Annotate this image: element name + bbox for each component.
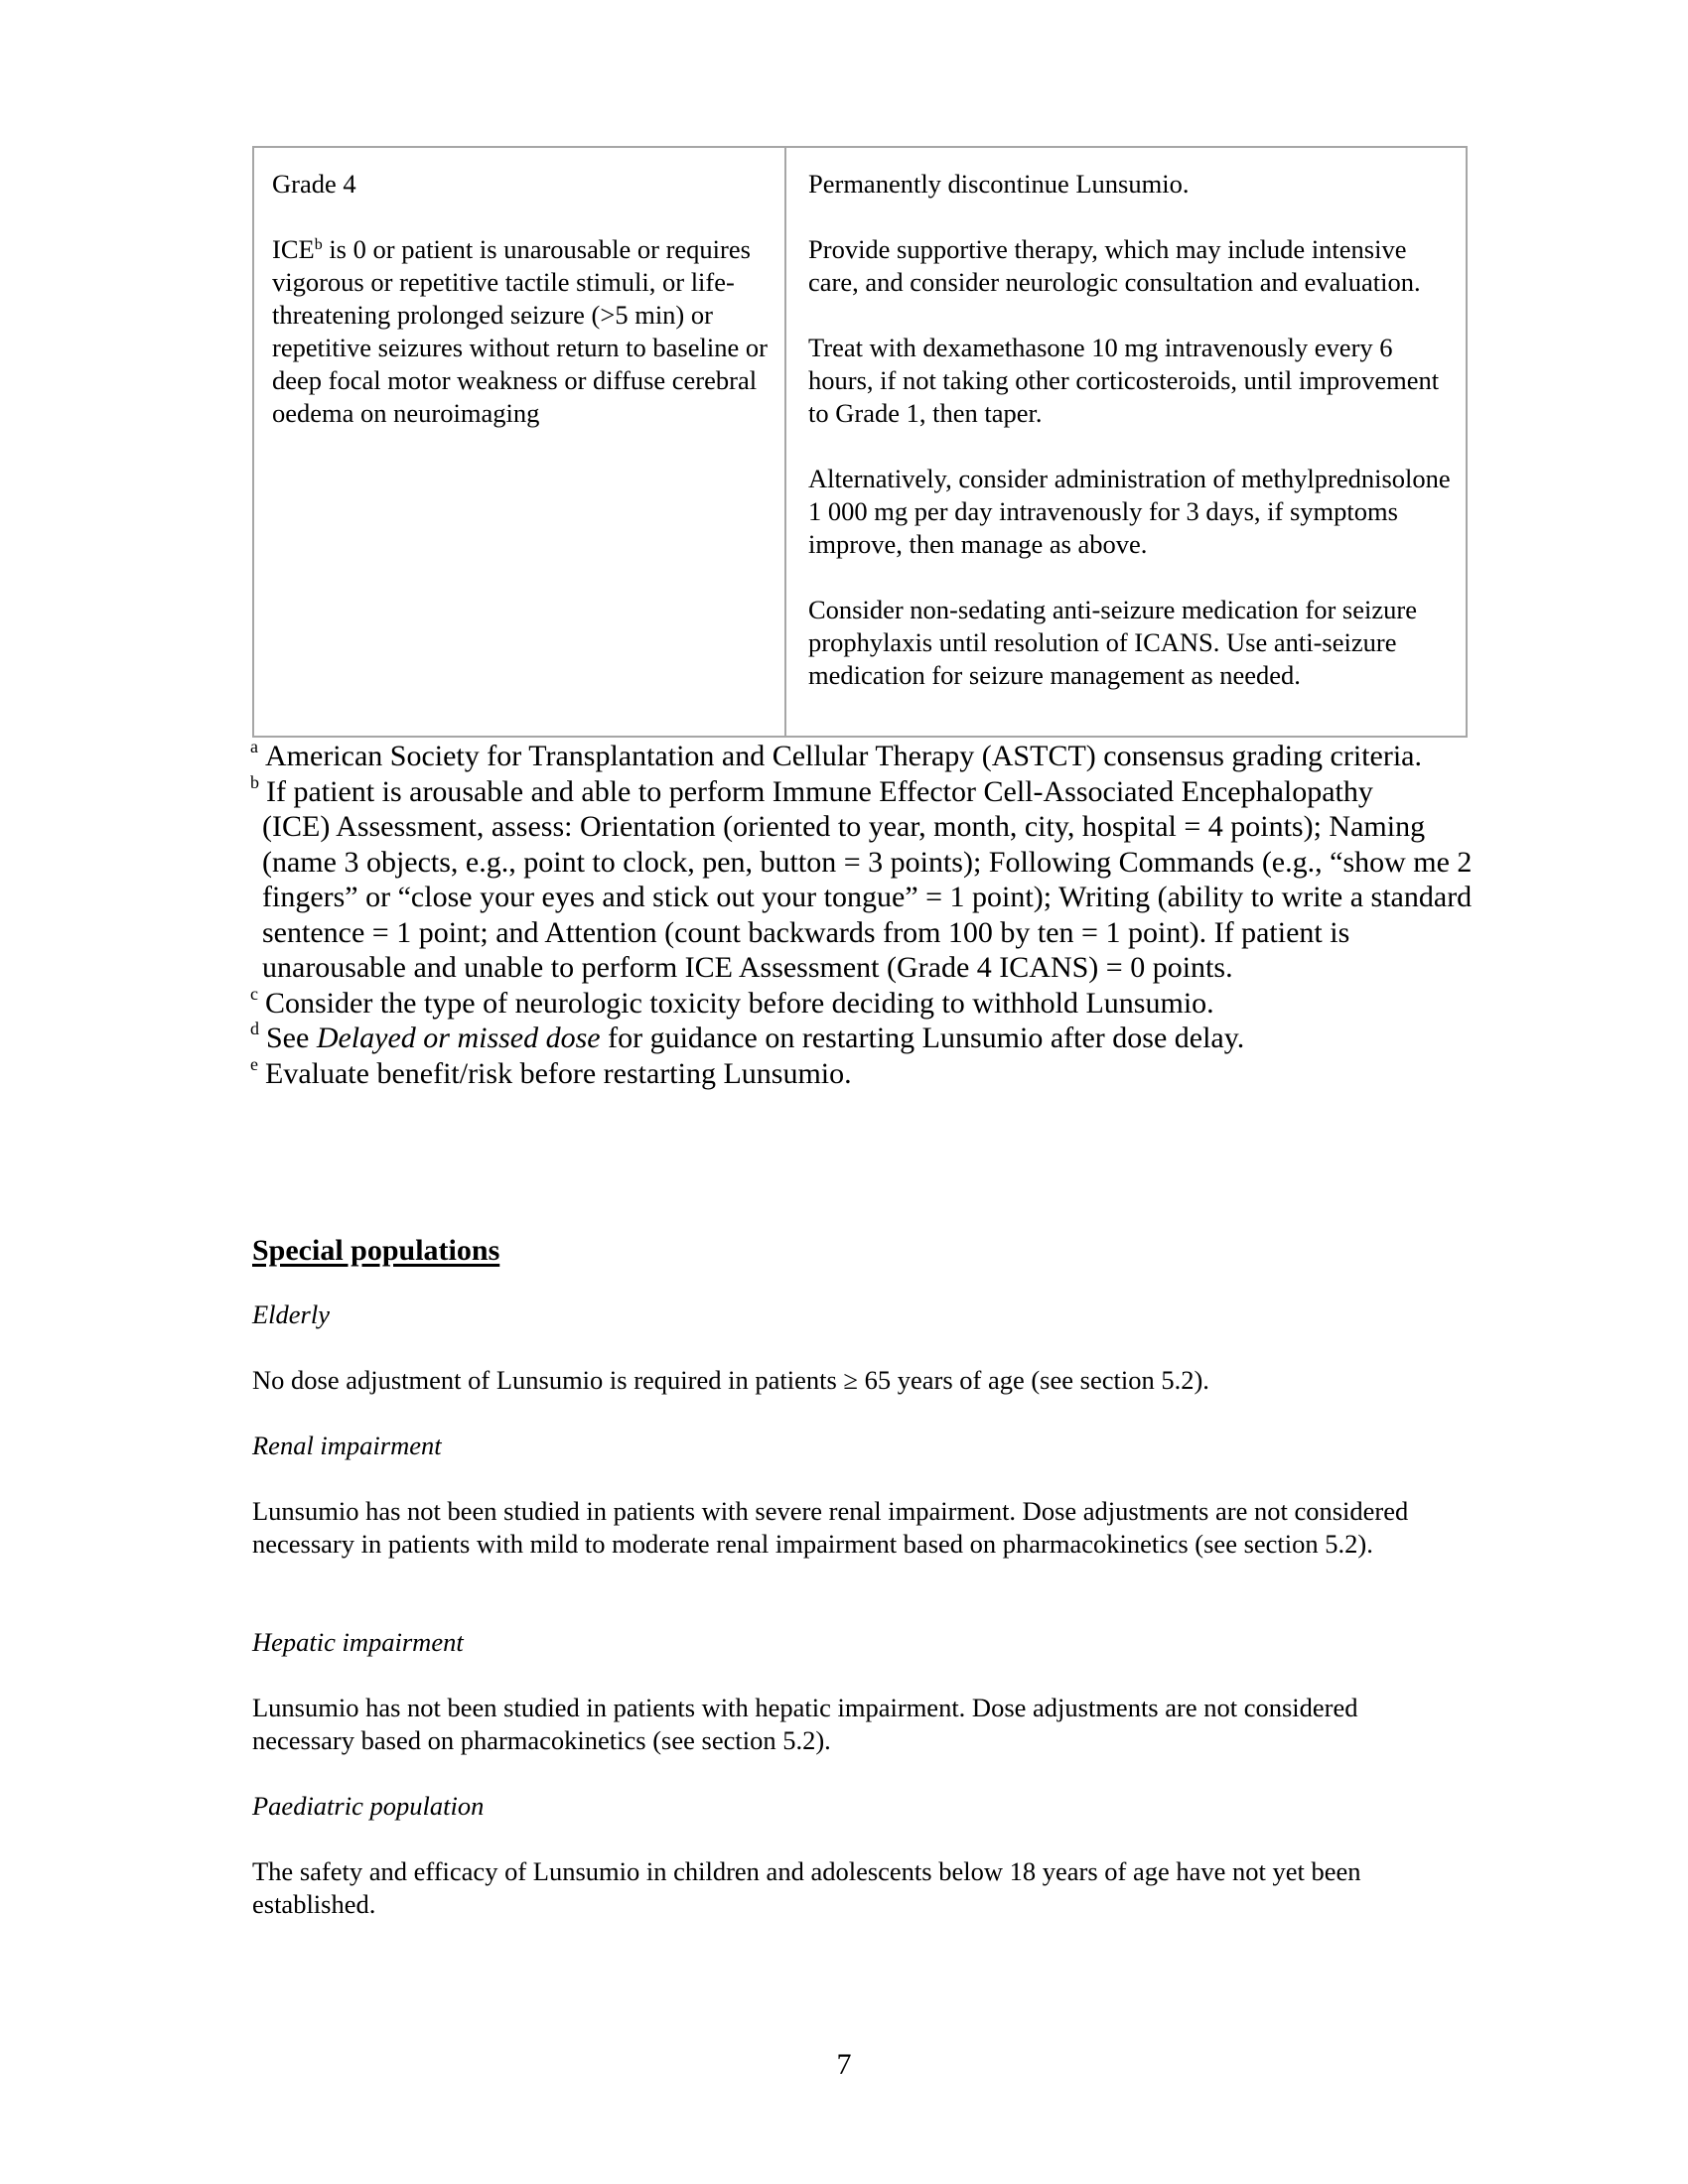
icans-grade-table xyxy=(252,146,1468,738)
elderly-text: No dose adjustment of Lunsumio is required in patients ≥ 65 years of age (see section 5.2). xyxy=(252,1365,1209,1395)
paediatric-population-heading: Paediatric population xyxy=(252,1791,485,1821)
paediatric-population-text: The safety and efficacy of Lunsumio in children and adolescents below 18 years of age have not yet been established. xyxy=(252,1856,1361,1919)
footnote-b-continued: (ICE) Assessment, assess: Orientation (oriented to year, month, city, hospital = 4 points); Naming (name 3 objects, e.g., point to clock, pen, button = 3 points); Following Commands (e.g., “show me 2 fingers” or “close your eyes and stick out your tongue” = 1 point); Writing (ability to write a standard sentence = 1 point; and Attention (count backwards from 100 by ten = 1 point). If patient is unarousable and unable to perform ICE Assessment (Grade 4 ICANS) = 0 points. xyxy=(262,810,1473,984)
grade-criteria xyxy=(272,233,774,430)
grade-label: Grade 4 xyxy=(272,169,356,199)
footnote-d-mark: d xyxy=(250,1019,259,1039)
management-discontinue: Permanently discontinue Lunsumio. xyxy=(808,169,1190,199)
special-populations-heading: Special populations xyxy=(252,1234,500,1267)
footnote-e xyxy=(250,1053,1481,1092)
hepatic-impairment-heading: Hepatic impairment xyxy=(252,1627,464,1657)
footnote-d-post: for guidance on restarting Lunsumio after dose delay. xyxy=(600,1022,1245,1054)
footnote-d-crossref: Delayed or missed dose xyxy=(316,1022,601,1054)
ice-prefix: ICE xyxy=(272,234,315,264)
page-number: 7 xyxy=(836,2048,852,2081)
renal-impairment-heading: Renal impairment xyxy=(252,1431,442,1460)
ice-footnote-ref: b xyxy=(314,236,323,254)
footnote-d-pre: See xyxy=(266,1022,317,1054)
footnote-b-mark: b xyxy=(250,771,259,792)
footnote-a-mark: a xyxy=(250,737,258,757)
table-cell-grade xyxy=(254,148,786,736)
footnote-a xyxy=(250,739,1481,774)
elderly-heading: Elderly xyxy=(252,1299,330,1329)
management-supportive: Provide supportive therapy, which may include intensive care, and consider neurologic consultation and evaluation. xyxy=(808,234,1421,297)
hepatic-impairment-text: Lunsumio has not been studied in patients with hepatic impairment. Dose adjustments are not considered necessary based on pharmacokinetics (see section 5.2). xyxy=(252,1693,1358,1755)
management-methylprednisolone: Alternatively, consider administration of methylprednisolone 1 000 mg per day intravenously for 3 days, if symptoms improve, then manage as above. xyxy=(808,464,1451,559)
table-footnotes xyxy=(250,739,1481,1091)
footnote-c xyxy=(250,983,1481,1022)
footnote-e-text: Evaluate benefit/risk before restarting Lunsumio. xyxy=(265,1056,852,1090)
footnote-b xyxy=(250,771,1481,810)
footnote-b-line1: If patient is arousable and able to perform Immune Effector Cell-Associated Encephalopathy xyxy=(266,774,1373,808)
footnote-e-mark: e xyxy=(250,1053,258,1074)
management-anti-seizure: Consider non-sedating anti-seizure medication for seizure prophylaxis until resolution of ICANS. Use anti-seizure medication for seizure management as needed. xyxy=(808,595,1417,690)
footnote-c-text: Consider the type of neurologic toxicity before deciding to withhold Lunsumio. xyxy=(265,986,1214,1020)
footnote-c-mark: c xyxy=(250,983,258,1004)
renal-impairment-text: Lunsumio has not been studied in patients with severe renal impairment. Dose adjustments are not considered necessary in patients with mild to moderate renal impairment based on pharmacokinetics (see section 5.2). xyxy=(252,1496,1409,1559)
management-dexamethasone: Treat with dexamethasone 10 mg intravenously every 6 hours, if not taking other corticosteroids, until improvement to Grade 1, then taper. xyxy=(808,333,1440,428)
ice-criteria-text: is 0 or patient is unarousable or requires vigorous or repetitive tactile stimuli, or life-threatening prolonged seizure (>5 min) or repetitive seizures without return to baseline or deep focal motor weakness or diffuse cerebral oedema on neuroimaging xyxy=(272,234,768,428)
footnote-a-text: American Society for Transplantation and Cellular Therapy (ASTCT) consensus grading criteria. xyxy=(265,740,1422,772)
footnote-d xyxy=(250,1021,1481,1056)
table-cell-management xyxy=(786,148,1466,736)
